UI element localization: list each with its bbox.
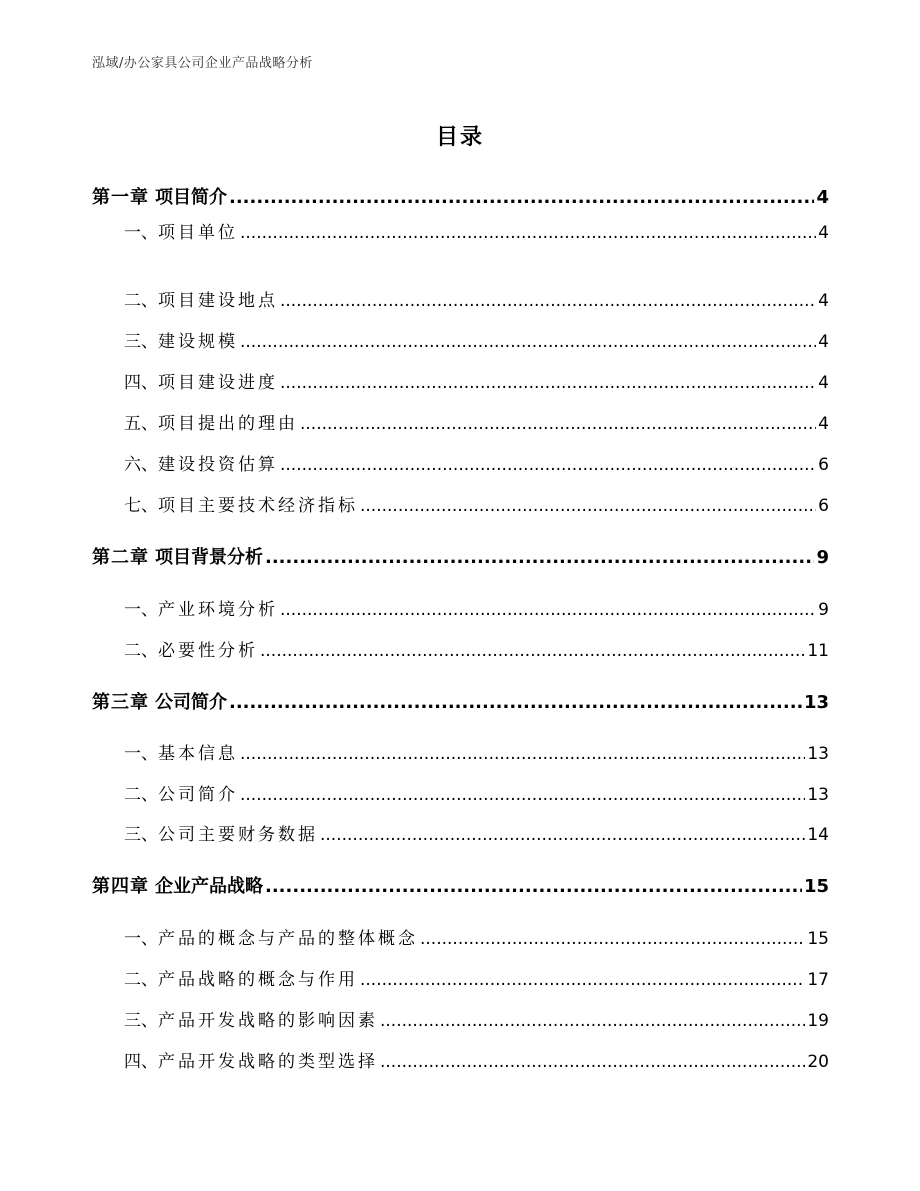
toc-section-entry[interactable] bbox=[124, 218, 829, 243]
toc-entry-number: 三、 bbox=[124, 332, 158, 352]
toc-leader-dots bbox=[300, 414, 816, 434]
toc-leader-dots bbox=[240, 223, 816, 243]
toc-page-number: 15 bbox=[803, 876, 829, 897]
toc-entry-number: 二、 bbox=[124, 785, 158, 805]
toc-entry-number: 第三章 bbox=[92, 692, 149, 713]
toc-entry-number: 二、 bbox=[124, 970, 158, 990]
toc-leader-dots bbox=[265, 876, 802, 897]
toc-section-entry[interactable] bbox=[124, 595, 829, 620]
toc-entry-number: 一、 bbox=[124, 929, 158, 949]
toc-entry-label: 必要性分析 bbox=[158, 641, 258, 661]
toc-page-number: 13 bbox=[803, 692, 829, 713]
toc-chapter-entry[interactable] bbox=[92, 543, 829, 569]
toc-entry-number: 第二章 bbox=[92, 547, 149, 568]
toc-chapter-entry[interactable] bbox=[92, 872, 829, 898]
toc-entry-label: 产品开发战略的类型选择 bbox=[158, 1052, 378, 1072]
toc-entry-label: 项目单位 bbox=[158, 223, 238, 243]
toc-page-number: 14 bbox=[807, 825, 829, 845]
toc-page-number: 6 bbox=[818, 455, 829, 475]
toc-entry-label: 产品战略的概念与作用 bbox=[158, 970, 358, 990]
toc-leader-dots bbox=[380, 1052, 805, 1072]
toc-leader-dots bbox=[420, 929, 805, 949]
toc-entry-label: 建设规模 bbox=[158, 332, 238, 352]
toc-chapter-entry[interactable] bbox=[92, 183, 829, 209]
toc-section-entry[interactable] bbox=[124, 409, 829, 434]
toc-entry-label: 基本信息 bbox=[158, 744, 238, 764]
toc-entry-label: 项目提出的理由 bbox=[158, 414, 298, 434]
toc-entry-number: 一、 bbox=[124, 600, 158, 620]
toc-section-entry[interactable] bbox=[124, 739, 829, 764]
toc-leader-dots bbox=[265, 547, 814, 568]
toc-leader-dots bbox=[240, 785, 805, 805]
toc-page-number: 6 bbox=[818, 496, 829, 516]
toc-leader-dots bbox=[320, 825, 805, 845]
toc-page-number: 9 bbox=[818, 600, 829, 620]
toc-leader-dots bbox=[240, 744, 805, 764]
toc-entry-label: 项目主要技术经济指标 bbox=[158, 496, 358, 516]
page-header: 泓域/办公家具公司企业产品战略分析 bbox=[92, 56, 313, 71]
toc-leader-dots bbox=[360, 970, 805, 990]
toc-entry-label: 公司简介 bbox=[158, 785, 238, 805]
toc-entry-number: 二、 bbox=[124, 291, 158, 311]
toc-page-number: 13 bbox=[807, 744, 829, 764]
toc-section-entry[interactable] bbox=[124, 1047, 829, 1072]
toc-section-entry[interactable] bbox=[124, 327, 829, 352]
toc-leader-dots bbox=[240, 332, 816, 352]
toc-page-number: 19 bbox=[807, 1011, 829, 1031]
toc-leader-dots bbox=[280, 600, 816, 620]
toc-section-entry[interactable] bbox=[124, 491, 829, 516]
toc-entry-number: 四、 bbox=[124, 373, 158, 393]
toc-entry-number: 一、 bbox=[124, 223, 158, 243]
toc-page-number: 4 bbox=[818, 291, 829, 311]
toc-section-entry[interactable] bbox=[124, 368, 829, 393]
toc-entry-number: 六、 bbox=[124, 455, 158, 475]
toc-entry-number: 五、 bbox=[124, 414, 158, 434]
toc-page-number: 4 bbox=[818, 414, 829, 434]
toc-entry-number: 第一章 bbox=[92, 187, 149, 208]
toc-entry-label: 公司主要财务数据 bbox=[158, 825, 318, 845]
toc-page-number: 13 bbox=[807, 785, 829, 805]
toc-section-entry[interactable] bbox=[124, 286, 829, 311]
toc-entry-number: 一、 bbox=[124, 744, 158, 764]
toc-entry-number: 二、 bbox=[124, 641, 158, 661]
toc-leader-dots bbox=[280, 455, 816, 475]
toc-leader-dots bbox=[280, 291, 816, 311]
toc-entry-number: 第四章 bbox=[92, 876, 149, 897]
toc-page-number: 20 bbox=[807, 1052, 829, 1072]
toc-entry-label: 产品的概念与产品的整体概念 bbox=[158, 929, 418, 949]
toc-section-entry[interactable] bbox=[124, 820, 829, 845]
toc-entry-label: 项目简介 bbox=[155, 187, 227, 208]
toc-leader-dots bbox=[229, 187, 814, 208]
toc-page-number: 4 bbox=[818, 373, 829, 393]
toc-page-number: 17 bbox=[807, 970, 829, 990]
toc-page-number: 9 bbox=[816, 547, 829, 568]
toc-section-entry[interactable] bbox=[124, 924, 829, 949]
toc-entry-number: 七、 bbox=[124, 496, 158, 516]
toc-leader-dots bbox=[229, 692, 802, 713]
toc-page-number: 4 bbox=[816, 187, 829, 208]
toc-section-entry[interactable] bbox=[124, 965, 829, 990]
toc-page-number: 11 bbox=[807, 641, 829, 661]
toc-entry-label: 产品开发战略的影响因素 bbox=[158, 1011, 378, 1031]
toc-section-entry[interactable] bbox=[124, 780, 829, 805]
toc-section-entry[interactable] bbox=[124, 1006, 829, 1031]
toc-entry-number: 三、 bbox=[124, 825, 158, 845]
toc-entry-label: 公司简介 bbox=[155, 692, 227, 713]
toc-page-number: 4 bbox=[818, 223, 829, 243]
toc-section-entry[interactable] bbox=[124, 450, 829, 475]
toc-entry-label: 项目建设地点 bbox=[158, 291, 278, 311]
toc-entry-number: 四、 bbox=[124, 1052, 158, 1072]
header-divider bbox=[92, 76, 828, 77]
toc-page-number: 15 bbox=[807, 929, 829, 949]
toc-page-number: 4 bbox=[818, 332, 829, 352]
toc-chapter-entry[interactable] bbox=[92, 688, 829, 714]
toc-entry-label: 项目背景分析 bbox=[155, 547, 263, 568]
toc-entry-label: 产业环境分析 bbox=[158, 600, 278, 620]
toc-leader-dots bbox=[360, 496, 816, 516]
toc-entry-label: 企业产品战略 bbox=[155, 876, 263, 897]
toc-entry-label: 项目建设进度 bbox=[158, 373, 278, 393]
toc-leader-dots bbox=[380, 1011, 805, 1031]
toc-entry-number: 三、 bbox=[124, 1011, 158, 1031]
toc-leader-dots bbox=[280, 373, 816, 393]
toc-title: 目录 bbox=[435, 125, 484, 150]
toc-leader-dots bbox=[260, 641, 805, 661]
toc-section-entry[interactable] bbox=[124, 636, 829, 661]
toc-entry-label: 建设投资估算 bbox=[158, 455, 278, 475]
